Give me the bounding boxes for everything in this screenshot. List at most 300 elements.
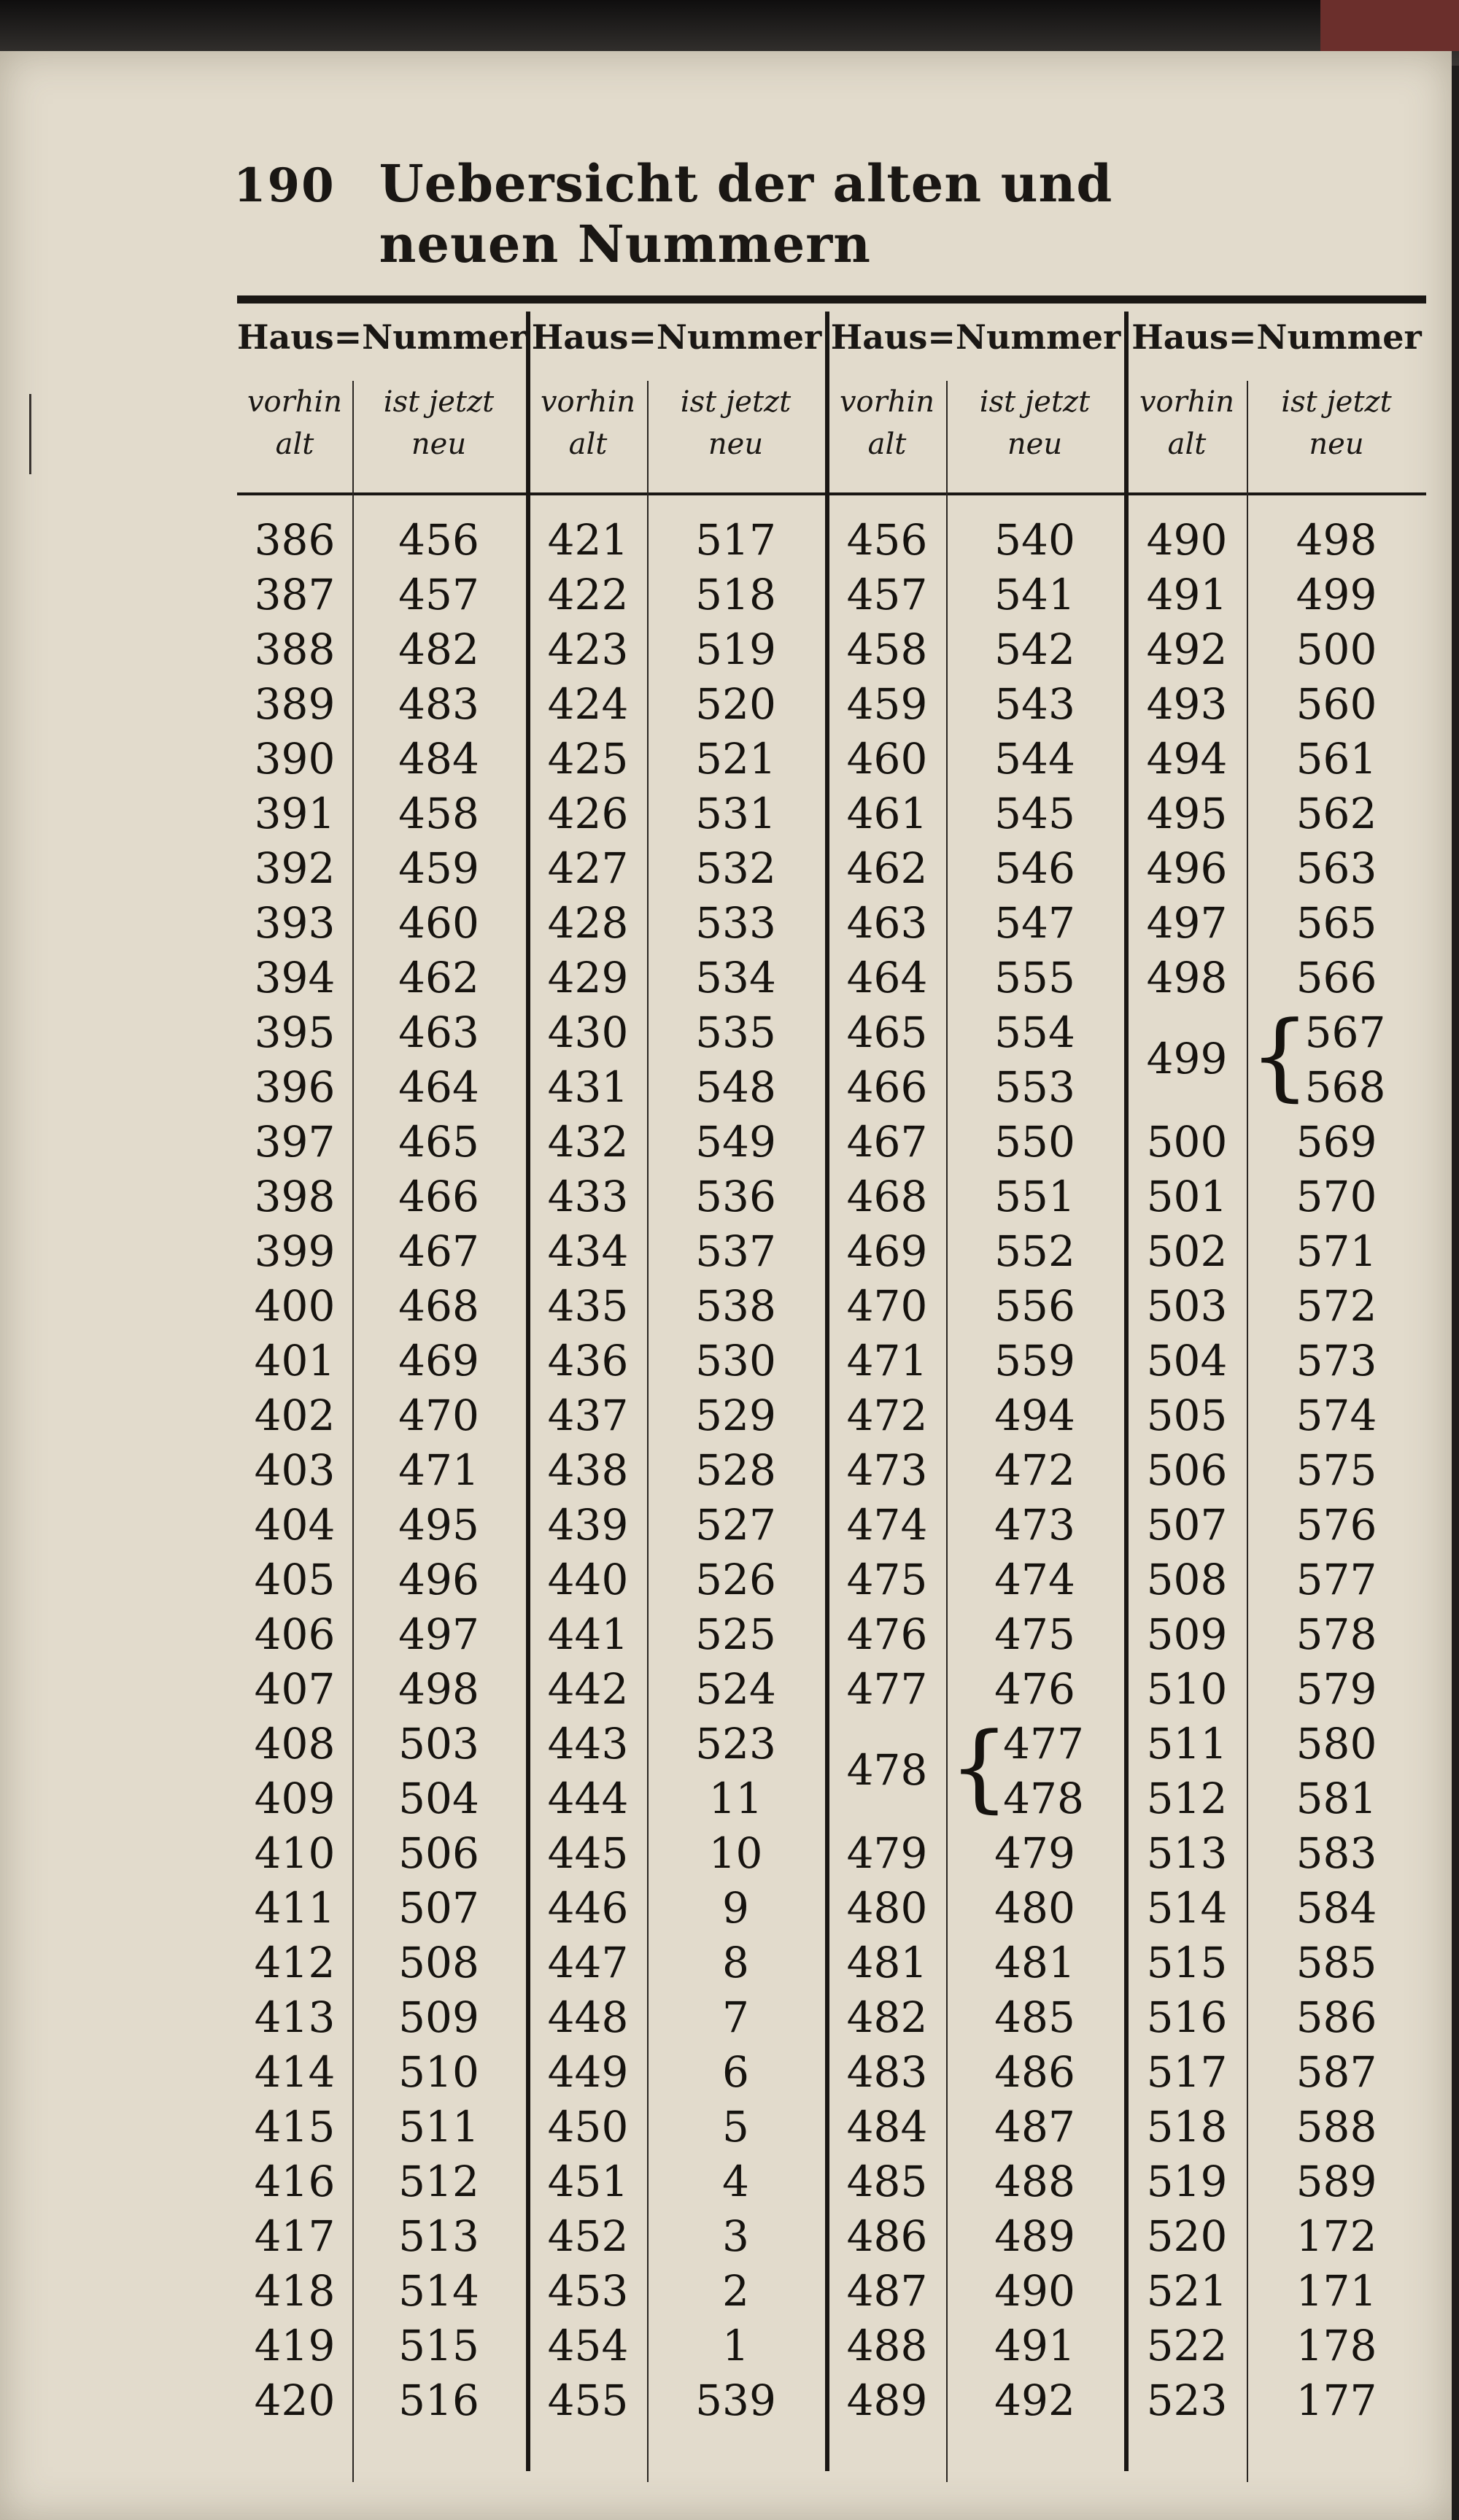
table-row — [237, 1552, 525, 1607]
new-number: 459 — [398, 843, 479, 893]
new-number: 477 — [1003, 1718, 1084, 1769]
table-row — [529, 1114, 824, 1169]
new-number: 542 — [994, 624, 1075, 674]
new-number: 513 — [398, 2211, 479, 2261]
new-number: 515 — [398, 2320, 479, 2370]
new-number: 525 — [695, 1609, 776, 1659]
table-row — [237, 2263, 525, 2318]
old-number-header — [529, 381, 647, 465]
table-row — [1127, 1497, 1426, 1552]
new-number: 586 — [1296, 1992, 1377, 2042]
old-number: 411 — [254, 1882, 336, 1933]
margin-mark — [29, 394, 31, 474]
old-number: 468 — [846, 1171, 928, 1221]
new-number: 178 — [1296, 2320, 1377, 2370]
old-number: 522 — [1146, 2320, 1228, 2370]
table-row — [828, 2373, 1123, 2427]
new-number: 543 — [994, 679, 1075, 729]
new-number: 556 — [994, 1280, 1075, 1331]
new-number: 576 — [1296, 1499, 1377, 1550]
new-number: 585 — [1296, 1937, 1377, 1987]
table-row — [828, 895, 1123, 950]
old-header-bottom: alt — [867, 428, 907, 461]
new-number: 2 — [722, 2265, 749, 2316]
old-number: 397 — [254, 1116, 336, 1167]
new-number: 581 — [1296, 1773, 1377, 1823]
new-number: 458 — [398, 788, 479, 838]
new-number: 507 — [398, 1882, 479, 1933]
new-number: 4 — [722, 2156, 749, 2206]
old-number: 415 — [254, 2101, 336, 2152]
table-row — [237, 786, 525, 840]
old-number: 424 — [547, 679, 629, 729]
table-row — [237, 676, 525, 731]
old-number: 405 — [254, 1554, 336, 1604]
old-number: 505 — [1146, 1390, 1228, 1440]
table-row — [1127, 1224, 1426, 1278]
old-number: 425 — [547, 733, 629, 784]
new-number: 587 — [1296, 2046, 1377, 2097]
new-number: 523 — [695, 1718, 776, 1769]
table-row — [529, 1059, 824, 1114]
table-row — [1127, 2318, 1426, 2373]
table-row — [828, 840, 1123, 895]
new-number: 494 — [994, 1390, 1075, 1440]
old-number: 480 — [846, 1882, 928, 1933]
table-row — [237, 2099, 525, 2154]
table-row — [828, 676, 1123, 731]
old-number: 519 — [1146, 2156, 1228, 2206]
table-row — [828, 1224, 1123, 1278]
new-number: 462 — [398, 952, 479, 1002]
table-row — [828, 622, 1123, 676]
page-number: 190 — [233, 158, 336, 213]
table-row — [237, 1224, 525, 1278]
new-number: 491 — [994, 2320, 1075, 2370]
new-number: 172 — [1296, 2211, 1377, 2261]
old-number: 520 — [1146, 2211, 1228, 2261]
new-number: 6 — [722, 2046, 749, 2097]
book-edge — [1320, 0, 1459, 51]
new-header-top: ist jetzt — [680, 385, 792, 419]
table-row — [1127, 2044, 1426, 2099]
new-number: 535 — [695, 1007, 776, 1057]
old-header-bottom: alt — [1167, 428, 1207, 461]
new-number: 530 — [695, 1335, 776, 1385]
old-number: 399 — [254, 1226, 336, 1276]
table-row — [828, 1990, 1123, 2044]
table-row — [828, 1114, 1123, 1169]
old-number: 437 — [547, 1390, 629, 1440]
table-row — [529, 731, 824, 786]
new-number: 518 — [695, 569, 776, 619]
new-number: 521 — [695, 733, 776, 784]
top-rule — [237, 295, 1426, 304]
table-row — [828, 2154, 1123, 2208]
new-number: 5 — [722, 2101, 749, 2152]
new-number: 566 — [1296, 952, 1377, 1002]
new-number: 499 — [1296, 569, 1377, 619]
new-number: 511 — [398, 2101, 479, 2152]
new-number: 177 — [1296, 2375, 1377, 2425]
group-header: Haus=Nummer — [237, 317, 527, 357]
new-number: 7 — [722, 1992, 749, 2042]
new-number: 512 — [398, 2156, 479, 2206]
old-number: 474 — [846, 1499, 928, 1550]
old-header-top: vorhin — [247, 385, 343, 419]
new-number-header — [1247, 381, 1426, 465]
old-number: 506 — [1146, 1445, 1228, 1495]
table-row — [529, 676, 824, 731]
old-number: 503 — [1146, 1280, 1228, 1331]
table-row — [529, 1333, 824, 1388]
table-row — [529, 1880, 824, 1935]
new-number: 526 — [695, 1554, 776, 1604]
old-number: 445 — [547, 1828, 629, 1878]
old-number: 449 — [547, 2046, 629, 2097]
old-number: 471 — [846, 1335, 928, 1385]
new-header-bottom: neu — [1007, 428, 1063, 461]
old-number: 513 — [1146, 1828, 1228, 1878]
table-row — [529, 1771, 824, 1825]
group-header: Haus=Nummer — [531, 317, 822, 357]
old-number: 457 — [846, 569, 928, 619]
new-number: 10 — [708, 1828, 763, 1878]
table-row — [529, 1497, 824, 1552]
old-number: 458 — [846, 624, 928, 674]
new-number: 514 — [398, 2265, 479, 2316]
old-number: 509 — [1146, 1609, 1228, 1659]
old-number: 402 — [254, 1390, 336, 1440]
table-row — [1127, 1388, 1426, 1442]
new-number: 568 — [1304, 1062, 1386, 1112]
new-number: 580 — [1296, 1718, 1377, 1769]
new-number: 481 — [994, 1937, 1075, 1987]
old-number: 466 — [846, 1062, 928, 1112]
old-number: 461 — [846, 788, 928, 838]
table-row — [237, 2373, 525, 2427]
table-row — [237, 840, 525, 895]
old-number: 483 — [846, 2046, 928, 2097]
table-row — [529, 840, 824, 895]
table-row — [529, 622, 824, 676]
table-row — [828, 1442, 1123, 1497]
table-row — [1127, 622, 1426, 676]
old-number: 510 — [1146, 1663, 1228, 1714]
column-group — [1127, 312, 1426, 2471]
old-header-top: vorhin — [540, 385, 636, 419]
new-number: 544 — [994, 733, 1075, 784]
new-header-top: ist jetzt — [979, 385, 1091, 419]
new-number: 573 — [1296, 1335, 1377, 1385]
old-number: 462 — [846, 843, 928, 893]
table-row — [1127, 676, 1426, 731]
old-number: 410 — [254, 1828, 336, 1878]
old-number: 490 — [1146, 514, 1228, 565]
old-number: 439 — [547, 1499, 629, 1550]
table-row — [1127, 731, 1426, 786]
new-header-bottom: neu — [708, 428, 764, 461]
table-row — [529, 1825, 824, 1880]
old-number: 427 — [547, 843, 629, 893]
table-row — [529, 1716, 824, 1771]
new-number: 577 — [1296, 1554, 1377, 1604]
old-number: 430 — [547, 1007, 629, 1057]
new-number: 549 — [695, 1116, 776, 1167]
new-number: 467 — [398, 1226, 479, 1276]
old-number-header — [237, 381, 352, 465]
new-number: 475 — [994, 1609, 1075, 1659]
new-number: 528 — [695, 1445, 776, 1495]
table-row — [237, 1935, 525, 1990]
old-number-header — [1127, 381, 1247, 465]
table-row — [529, 950, 824, 1005]
old-number: 502 — [1146, 1226, 1228, 1276]
new-number: 517 — [695, 514, 776, 565]
old-number: 396 — [254, 1062, 336, 1112]
new-number: 519 — [695, 624, 776, 674]
old-number: 414 — [254, 2046, 336, 2097]
old-number: 504 — [1146, 1335, 1228, 1385]
old-number: 448 — [547, 1992, 629, 2042]
new-number: 506 — [398, 1828, 479, 1878]
new-number: 533 — [695, 897, 776, 948]
table-row — [828, 567, 1123, 622]
old-number: 428 — [547, 897, 629, 948]
old-number: 422 — [547, 569, 629, 619]
table-row — [828, 1607, 1123, 1661]
table-row — [529, 1388, 824, 1442]
new-number: 463 — [398, 1007, 479, 1057]
new-number: 560 — [1296, 679, 1377, 729]
new-number: 473 — [994, 1499, 1075, 1550]
table-row — [828, 1880, 1123, 1935]
new-number: 468 — [398, 1280, 479, 1331]
table-row — [1127, 895, 1426, 950]
new-number: 563 — [1296, 843, 1377, 893]
new-number: 466 — [398, 1171, 479, 1221]
old-number: 470 — [846, 1280, 928, 1331]
new-number: 483 — [398, 679, 479, 729]
table-row — [529, 567, 824, 622]
new-number: 460 — [398, 897, 479, 948]
table-row — [1127, 1771, 1426, 1825]
new-number: 469 — [398, 1335, 479, 1385]
number-rows — [1127, 512, 1426, 2427]
old-number: 497 — [1146, 897, 1228, 948]
old-number: 488 — [846, 2320, 928, 2370]
new-number: 171 — [1296, 2265, 1377, 2316]
table-row — [828, 1333, 1123, 1388]
old-number: 404 — [254, 1499, 336, 1550]
table-row — [1127, 2099, 1426, 2154]
new-number: 553 — [994, 1062, 1075, 1112]
new-header-top: ist jetzt — [1281, 385, 1392, 419]
old-number: 496 — [1146, 843, 1228, 893]
table-row — [828, 1388, 1123, 1442]
table-row — [1127, 1552, 1426, 1607]
number-rows — [529, 512, 824, 2427]
table-row — [529, 2373, 824, 2427]
table-row — [828, 2099, 1123, 2154]
old-number: 444 — [547, 1773, 629, 1823]
table-row — [529, 1661, 824, 1716]
new-number: 541 — [994, 569, 1075, 619]
old-number: 401 — [254, 1335, 336, 1385]
new-number: 589 — [1296, 2156, 1377, 2206]
table-row — [1127, 1278, 1426, 1333]
new-number: 490 — [994, 2265, 1075, 2316]
table-row — [237, 1497, 525, 1552]
old-number: 463 — [846, 897, 928, 948]
old-number: 420 — [254, 2375, 336, 2425]
table-row — [828, 1552, 1123, 1607]
column-group — [237, 312, 525, 2471]
old-number: 433 — [547, 1171, 629, 1221]
new-number: 489 — [994, 2211, 1075, 2261]
old-number: 485 — [846, 2156, 928, 2206]
table-row — [237, 1771, 525, 1825]
old-number-header — [828, 381, 946, 465]
old-number: 394 — [254, 952, 336, 1002]
table-row — [1127, 1990, 1426, 2044]
table-row — [529, 1169, 824, 1224]
table-row — [529, 1278, 824, 1333]
new-number: 562 — [1296, 788, 1377, 838]
new-number: 545 — [994, 788, 1075, 838]
table-row — [1127, 2154, 1426, 2208]
new-number: 488 — [994, 2156, 1075, 2206]
table-row — [1127, 1661, 1426, 1716]
new-number: 1 — [722, 2320, 749, 2370]
table-row — [237, 1880, 525, 1935]
number-rows — [237, 512, 525, 2427]
page-title: Uebersicht der alten und neuen Nummern — [379, 153, 1113, 274]
new-number: 561 — [1296, 733, 1377, 784]
old-number: 511 — [1146, 1718, 1228, 1769]
new-number: 536 — [695, 1171, 776, 1221]
new-number-header — [352, 381, 525, 465]
table-row — [1127, 1716, 1426, 1771]
new-number: 537 — [695, 1226, 776, 1276]
old-number: 418 — [254, 2265, 336, 2316]
new-number: 539 — [695, 2375, 776, 2425]
new-number: 470 — [398, 1390, 479, 1440]
new-number: 464 — [398, 1062, 479, 1112]
old-number: 521 — [1146, 2265, 1228, 2316]
table-row — [828, 2208, 1123, 2263]
old-number: 431 — [547, 1062, 629, 1112]
new-number: 471 — [398, 1445, 479, 1495]
table-row — [237, 1059, 525, 1114]
old-number: 455 — [547, 2375, 629, 2425]
old-number: 464 — [846, 952, 928, 1002]
new-number: 527 — [695, 1499, 776, 1550]
old-number: 512 — [1146, 1773, 1228, 1823]
house-number-table — [237, 295, 1426, 2477]
old-number: 434 — [547, 1226, 629, 1276]
table-row — [1127, 1935, 1426, 1990]
table-row — [529, 2263, 824, 2318]
old-number: 409 — [254, 1773, 336, 1823]
table-row — [237, 1661, 525, 1716]
old-number: 413 — [254, 1992, 336, 2042]
table-row — [237, 1825, 525, 1880]
new-number: 547 — [994, 897, 1075, 948]
table-row — [1127, 2373, 1426, 2427]
new-number: 532 — [695, 843, 776, 893]
new-number: 550 — [994, 1116, 1075, 1167]
new-number: 559 — [994, 1335, 1075, 1385]
new-number: 457 — [398, 569, 479, 619]
table-row — [237, 1169, 525, 1224]
old-number: 491 — [1146, 569, 1228, 619]
old-number: 498 — [1146, 952, 1228, 1002]
new-number: 538 — [695, 1280, 776, 1331]
table-row — [237, 950, 525, 1005]
new-number: 487 — [994, 2101, 1075, 2152]
group-header: Haus=Nummer — [830, 317, 1121, 357]
new-number: 578 — [1296, 1609, 1377, 1659]
old-number: 438 — [547, 1445, 629, 1495]
table-row — [828, 731, 1123, 786]
table-row — [1127, 1880, 1426, 1935]
old-number: 400 — [254, 1280, 336, 1331]
new-number: 584 — [1296, 1882, 1377, 1933]
table-row — [529, 1005, 824, 1059]
table-row — [828, 1935, 1123, 1990]
old-number: 398 — [254, 1171, 336, 1221]
table-row — [1127, 2208, 1426, 2263]
old-number: 440 — [547, 1554, 629, 1604]
table-row — [828, 786, 1123, 840]
old-number: 486 — [846, 2211, 928, 2261]
old-number: 460 — [846, 733, 928, 784]
old-number: 515 — [1146, 1937, 1228, 1987]
old-number: 495 — [1146, 788, 1228, 838]
old-number: 493 — [1146, 679, 1228, 729]
new-number: 510 — [398, 2046, 479, 2097]
table-row — [828, 1497, 1123, 1552]
new-number: 548 — [695, 1062, 776, 1112]
old-number: 514 — [1146, 1882, 1228, 1933]
new-number: 509 — [398, 1992, 479, 2042]
new-number: 551 — [994, 1171, 1075, 1221]
old-number: 473 — [846, 1445, 928, 1495]
old-number: 492 — [1146, 624, 1228, 674]
old-number: 452 — [547, 2211, 629, 2261]
new-number: 508 — [398, 1937, 479, 1987]
old-number: 416 — [254, 2156, 336, 2206]
new-number: 8 — [722, 1937, 749, 1987]
old-number: 388 — [254, 624, 336, 674]
table-row — [1127, 1607, 1426, 1661]
old-number: 390 — [254, 733, 336, 784]
new-header-bottom: neu — [411, 428, 467, 461]
table-row — [1127, 2263, 1426, 2318]
old-number: 403 — [254, 1445, 336, 1495]
old-number: 408 — [254, 1718, 336, 1769]
table-row — [1127, 1169, 1426, 1224]
new-number: 480 — [994, 1882, 1075, 1933]
table-row — [529, 2099, 824, 2154]
old-number: 487 — [846, 2265, 928, 2316]
table-row — [529, 786, 824, 840]
old-number: 454 — [547, 2320, 629, 2370]
table-row — [828, 950, 1123, 1005]
table-row — [237, 622, 525, 676]
new-number: 529 — [695, 1390, 776, 1440]
